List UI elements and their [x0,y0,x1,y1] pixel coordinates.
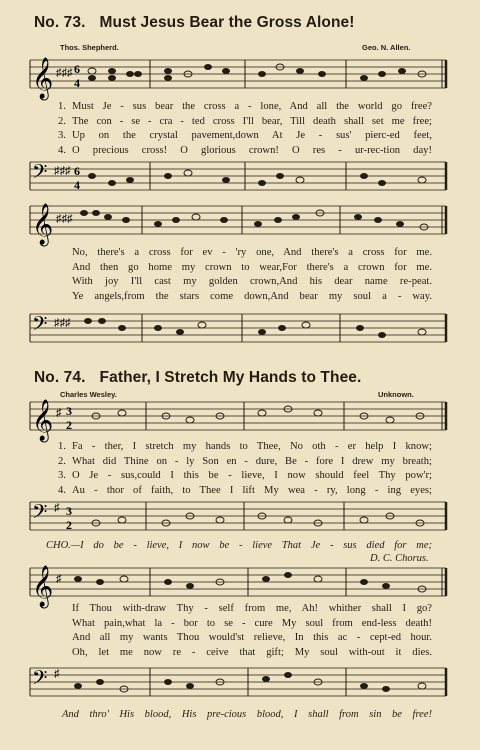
hymn-73-refrain-lines [72,246,432,304]
verse-number: 1. [58,441,66,452]
hymn-73-verse-lines [58,100,432,158]
verse-text: What did Thine on - ly Son en - dure, Be - fore I drew my breath; [72,455,432,467]
verse-number: 3. [58,470,66,482]
hymn-74-bass-staff-2 [30,660,448,704]
verse-line [58,115,432,130]
staff-lines [30,668,446,696]
refrain-text: Ye angels,from the stars come down,And bear my soul a - way. [72,290,432,302]
refrain-line [72,261,432,276]
key-signature: ♯♯♯ [56,213,73,225]
refrain-text: If Thou with-draw Thy - self from me, Ah! whither shall I go? [72,603,432,614]
time-signature-bottom: 2 [66,418,72,432]
verse-line [58,455,432,470]
key-signature: ♯♯♯ [54,317,71,329]
key-signature: ♯ [54,502,60,514]
time-signature-top: 6 [74,164,80,178]
hymn-74-title [34,369,361,387]
key-signature: ♯ [54,668,60,680]
hymn-74-dc-label: D. C. Chorus. [370,553,429,564]
bass-clef: 𝄢 [32,500,48,528]
key-signature: ♯ [56,407,62,419]
hymn-74-number: No. 74. [34,369,86,386]
time-signature-bottom: 2 [66,518,72,532]
hymn-74-bass-staff-1 [30,498,448,538]
hymn-74-composer: Unknown. [378,390,414,399]
time-signature-top: 3 [66,404,72,418]
verse-line [58,484,432,499]
verse-number: 4. [58,144,66,156]
staff-lines [30,568,446,596]
hymn-73-treble-staff-2 [30,202,448,244]
refrain-line [72,617,432,632]
chorus-text: CHO.—I do be - lieve, I now be - lieve That Je - sus died for me; [46,540,432,551]
refrain-text: And then go home my crown to wear,For there's a crown for me. [72,261,432,273]
refrain-text: No, there's a cross for ev - 'ry one, And there's a cross for me. [72,247,432,258]
time-signature-top: 3 [66,504,72,518]
verse-line [58,100,432,115]
verse-text: The con - se - cra - ted cross I'll bear, Till death shall set me free; [72,115,432,127]
verse-line [58,440,432,455]
hymn-73-number: No. 73. [34,14,86,31]
hymn-73-bass-staff-2 [30,306,448,350]
refrain-line [72,646,432,661]
treble-clef: 𝄞 [32,204,54,245]
refrain-text: And all my wants Thou would'st relieve, In this ac - cept-ed hour. [72,632,432,644]
chorus-text: And thro' His blood, His pre-cious blood, I shall from sin be free! [62,709,432,720]
refrain-line [72,290,432,305]
verse-number: 2. [58,455,66,467]
notes [88,170,426,186]
time-signature-bottom: 4 [74,178,80,192]
hymn-74-verse-lines [58,440,432,498]
verse-number: 3. [58,130,66,142]
staff-lines [30,502,446,530]
hymn-74-chorus-last-line [62,709,432,720]
hymn-73-lyricist: Thos. Shepherd. [60,43,119,52]
refrain-line [72,246,432,261]
verse-number: 2. [58,115,66,127]
refrain-line [72,631,432,646]
refrain-text: Oh, let me now re - ceive that gift; My soul with-out it dies. [72,646,432,658]
hymn-73-title-text: Must Jesus Bear the Gross Alone! [99,14,355,31]
verse-number: 1. [58,101,66,112]
hymn-74-title-text: Father, I Stretch My Hands to Thee. [99,369,362,386]
staff-lines [30,314,446,342]
bass-clef: 𝄢 [32,160,48,188]
verse-text: O Je - sus,could I this be - lieve, I now should feel Thy pow'r; [72,470,432,482]
verse-text: O precious cross! O glorious crown! O res - ur-rec-tion day! [72,144,432,156]
verse-text: Au - thor of faith, to Thee I lift My wea - ry, long - ing eyes; [72,484,432,496]
treble-clef: 𝄞 [32,58,54,99]
bass-clef: 𝄢 [32,312,48,340]
hymn-74-chorus-first-line [46,540,432,551]
notes [88,64,426,81]
verse-text: Must Je - sus bear the cross a - lone, And all the world go free? [72,101,432,112]
treble-clef: 𝄞 [32,566,54,607]
refrain-text: With joy I'll cast my golden crown,And his dear name re-peat. [72,276,432,288]
verse-text: Up on the crystal pavement,down At Je - sus' pierc-ed feet, [72,130,432,142]
key-signature: ♯♯♯ [54,165,71,177]
hymn-74-treble-staff-2 [30,564,448,606]
verse-text: Fa - ther, I stretch my hands to Thee, No oth - er help I know; [72,441,432,452]
hymn-73-treble-staff-1 [30,56,448,98]
bass-clef: 𝄢 [32,666,48,694]
hymn-74-refrain-lines [72,602,432,660]
verse-line [58,469,432,484]
hymn-73-bass-staff-1 [30,158,448,198]
hymn-73-composer: Geo. N. Allen. [362,43,411,52]
hymn-73-title [34,14,355,32]
key-signature: ♯♯♯ [56,67,73,79]
time-signature-top: 6 [74,62,80,76]
refrain-line [72,275,432,290]
notes [92,513,424,526]
verse-number: 4. [58,484,66,496]
notes [92,406,424,423]
refrain-line [72,602,432,617]
hymn-74-treble-staff-1 [30,398,448,440]
treble-clef: 𝄞 [32,400,54,441]
hymn-74-lyricist: Charles Wesley. [60,390,117,399]
verse-line [58,129,432,144]
time-signature-bottom: 4 [74,76,80,90]
staff-lines [30,206,446,234]
refrain-text: What pain,what la - bor to se - cure My soul from end-less death! [72,617,432,629]
key-signature: ♯ [56,573,62,585]
verse-line [58,144,432,159]
